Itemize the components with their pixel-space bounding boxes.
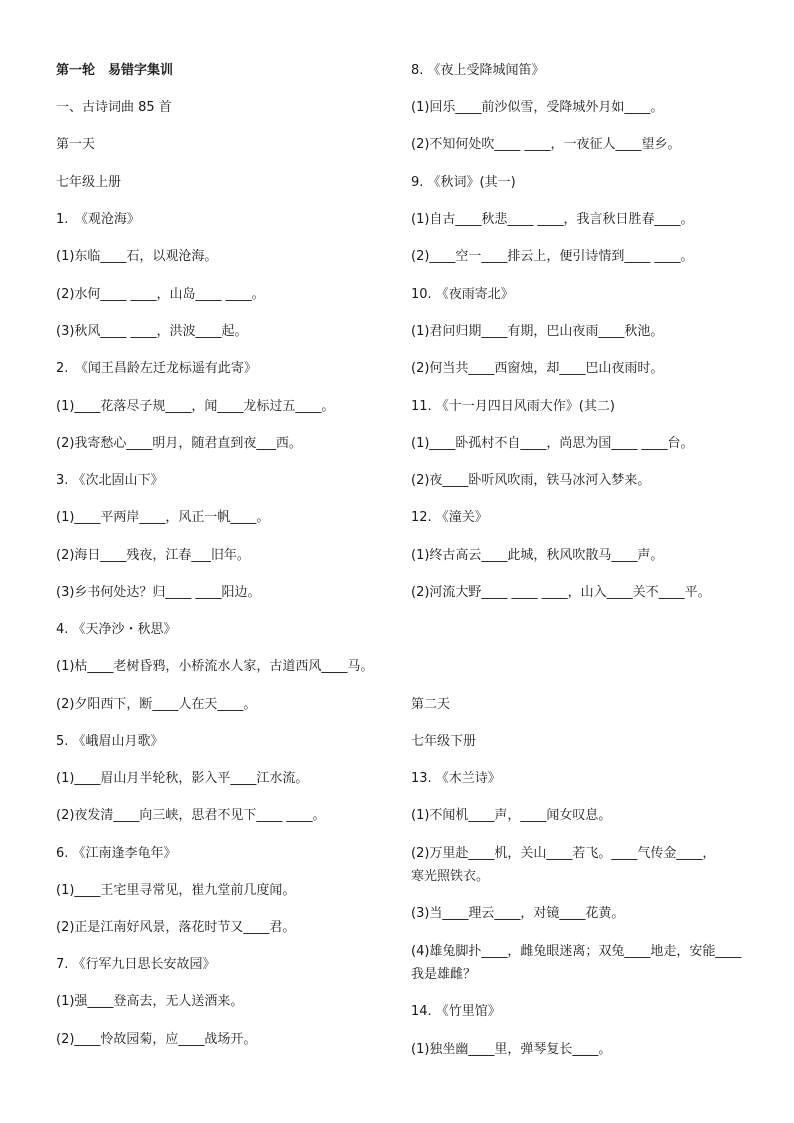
exercise-line: (2)不知何处吹____ ____，一夜征人____望乡。 <box>411 137 681 152</box>
exercise-line: (2)河流大野____ ____ ____，山入____关不____平。 <box>411 585 711 600</box>
exercise-line: (1)终古高云____此城，秋风吹散马____声。 <box>411 548 664 563</box>
exercise-line: (1)回乐____前沙似雪，受降城外月如____。 <box>411 100 664 115</box>
exercise-line: (1)____花落尽子规____，闻____龙标过五____。 <box>56 399 335 414</box>
day-heading: 第二天 <box>411 697 451 712</box>
exercise-line: (2)夜____卧听风吹雨，铁马冰河入梦来。 <box>411 473 651 488</box>
exercise-line: (3)乡书何处达？归____ ____阳边。 <box>56 585 261 600</box>
poem-title: 2. 《闻王昌龄左迁龙标遥有此寄》 <box>56 361 257 376</box>
poem-title: 4. 《天净沙・秋思》 <box>56 622 177 637</box>
poem-title: 6. 《江南逢李龟年》 <box>56 846 177 861</box>
exercise-line: (2)夜发清____向三峡，思君不见下____ ____。 <box>56 808 326 823</box>
exercise-line: (2)何当共____西窗烛，却____巴山夜雨时。 <box>411 361 664 376</box>
exercise-line: (2)正是江南好风景，落花时节又____君。 <box>56 920 296 935</box>
poem-title: 7. 《行军九日思长安故园》 <box>56 957 216 972</box>
exercise-line: (1)枯____老树昏鸦，小桥流水人家，古道西风____马。 <box>56 659 374 674</box>
exercise-line: (2)____空一____排云上，便引诗情到____ ____。 <box>411 249 694 264</box>
poem-title: 8. 《夜上受降城闻笛》 <box>411 63 545 78</box>
exercise-line: (1)自古____秋悲____ ____，我言秋日胜春____。 <box>411 212 694 227</box>
poem-title: 3. 《次北固山下》 <box>56 473 164 488</box>
poem-title: 13. 《木兰诗》 <box>411 771 501 786</box>
exercise-line: (2)水何____ ____，山岛____ ____。 <box>56 287 265 302</box>
exercise-line: (1)东临____石，以观沧海。 <box>56 249 218 264</box>
poem-title: 9. 《秋词》(其一) <box>411 175 516 190</box>
exercise-line: (1)君问归期____有期，巴山夜雨____秋池。 <box>411 324 664 339</box>
poem-title: 1. 《观沧海》 <box>56 212 140 227</box>
exercise-line: (1)不闻机____声，____闻女叹息。 <box>411 808 612 823</box>
grade-heading: 七年级上册 <box>56 175 122 190</box>
exercise-line: (1)____王宅里寻常见，崔九堂前几度闻。 <box>56 883 296 898</box>
day-heading: 第一天 <box>56 137 96 152</box>
poem-title: 11. 《十一月四日风雨大作》(其二) <box>411 399 615 414</box>
exercise-line-continued: 我是雄雌？ <box>411 967 477 982</box>
part-heading: 一、古诗词曲 85 首 <box>56 100 172 115</box>
exercise-line: (2)万里赴____机，关山____若飞。____气传金____， <box>411 846 716 861</box>
poem-title: 10. 《夜雨寄北》 <box>411 287 514 302</box>
exercise-line: (2)____怜故园菊，应____战场开。 <box>56 1032 257 1047</box>
exercise-line: (2)海日____残夜，江春___旧年。 <box>56 548 250 563</box>
exercise-line: (2)我寄愁心____明月，随君直到夜___西。 <box>56 436 302 451</box>
poem-title: 5. 《峨眉山月歌》 <box>56 734 164 749</box>
section-title: 第一轮 易错字集训 <box>56 63 174 78</box>
exercise-line-continued: 寒光照铁衣。 <box>411 869 490 884</box>
exercise-line: (1)____卧孤村不自____，尚思为国____ ____台。 <box>411 436 694 451</box>
exercise-line: (4)雄兔脚扑____，雌兔眼迷离；双兔____地走，安能____ <box>411 944 742 959</box>
exercise-line: (3)秋风____ ____，洪波____起。 <box>56 324 248 339</box>
poem-title: 12. 《潼关》 <box>411 510 488 525</box>
exercise-line: (1)独坐幽____里，弹琴复长____。 <box>411 1042 612 1057</box>
exercise-line: (2)夕阳西下，断____人在天____。 <box>56 697 257 712</box>
exercise-line: (1)____眉山月半轮秋，影入平____江水流。 <box>56 771 309 786</box>
exercise-line: (1)____平两岸____，风正一帆____。 <box>56 510 270 525</box>
exercise-line: (1)强____登高去，无人送酒来。 <box>56 994 244 1009</box>
grade-heading: 七年级下册 <box>411 734 477 749</box>
exercise-line: (3)当____理云____，对镜____花黄。 <box>411 906 625 921</box>
poem-title: 14. 《竹里馆》 <box>411 1004 501 1019</box>
